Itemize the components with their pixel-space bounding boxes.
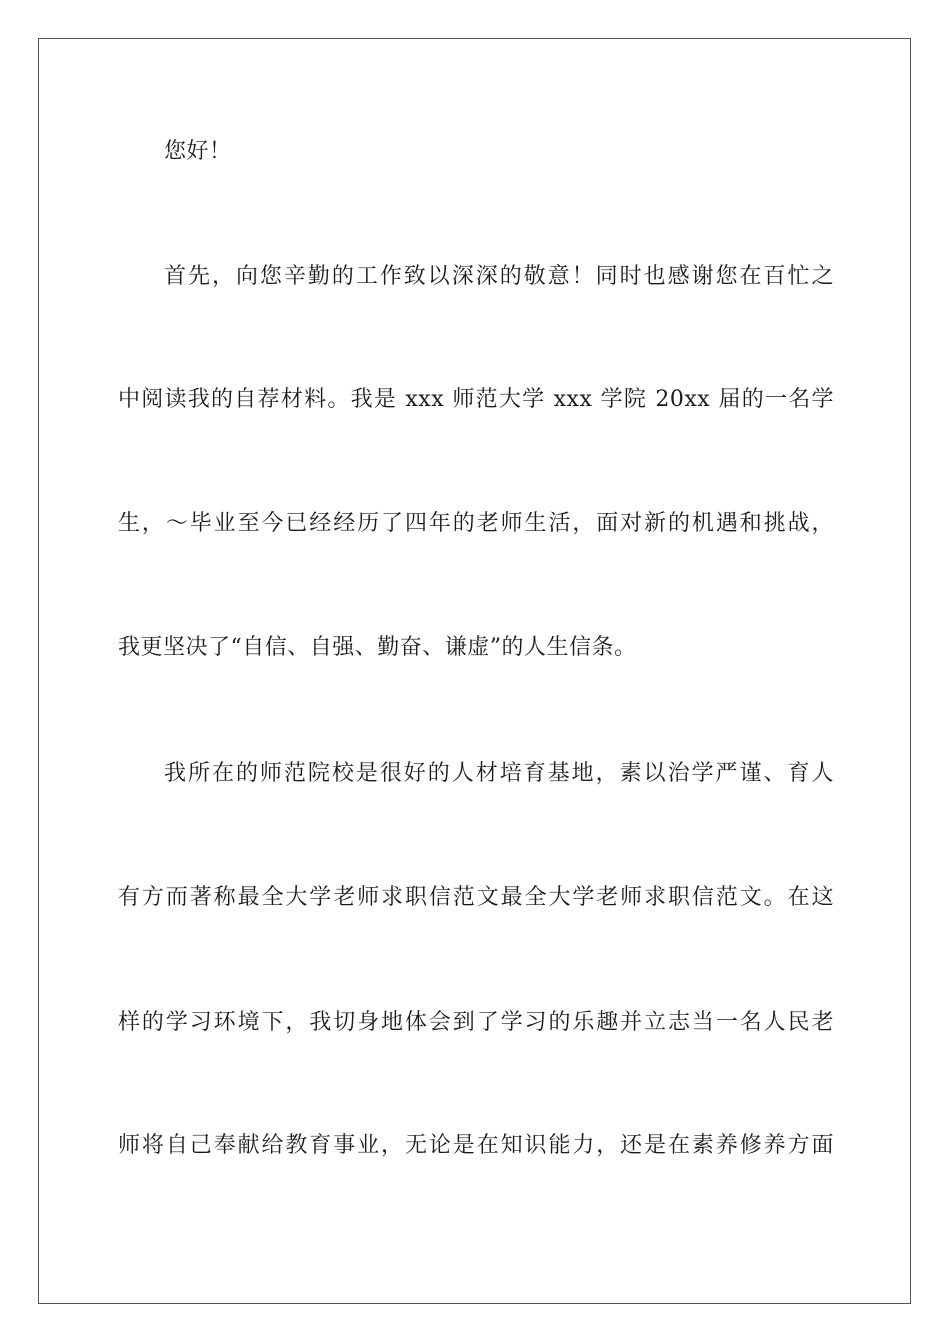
paragraph-2-line-3: 样的学习环境下，我切身地体会到了学习的乐趣并立志当一名人民老 [118, 1010, 834, 1035]
paragraph-1-line-1: 首先，向您辛勤的工作致以深深的敬意！同时也感谢您在百忙之 [164, 264, 834, 289]
greeting-line: 您好！ [164, 139, 232, 164]
paragraph-2-line-2: 有方而著称最全大学老师求职信范文最全大学老师求职信范文。在这 [118, 885, 834, 910]
page-frame [38, 38, 911, 1304]
paragraph-2-line-1: 我所在的师范院校是很好的人材培育基地，素以治学严谨、育人 [164, 761, 834, 786]
paragraph-1-line-2: 中阅读我的自荐材料。我是 xxx 师范大学 xxx 学院 20xx 届的一名学 [118, 387, 834, 412]
paragraph-1-line-4: 我更坚决了“自信、自强、勤奋、谦虚”的人生信条。 [118, 635, 637, 660]
paragraph-1-line-3: 生，～毕业至今已经经历了四年的老师生活，面对新的机遇和挑战， [118, 511, 834, 536]
paragraph-2-line-4: 师将自己奉献给教育事业，无论是在知识能力，还是在素养修养方面 [118, 1133, 834, 1158]
